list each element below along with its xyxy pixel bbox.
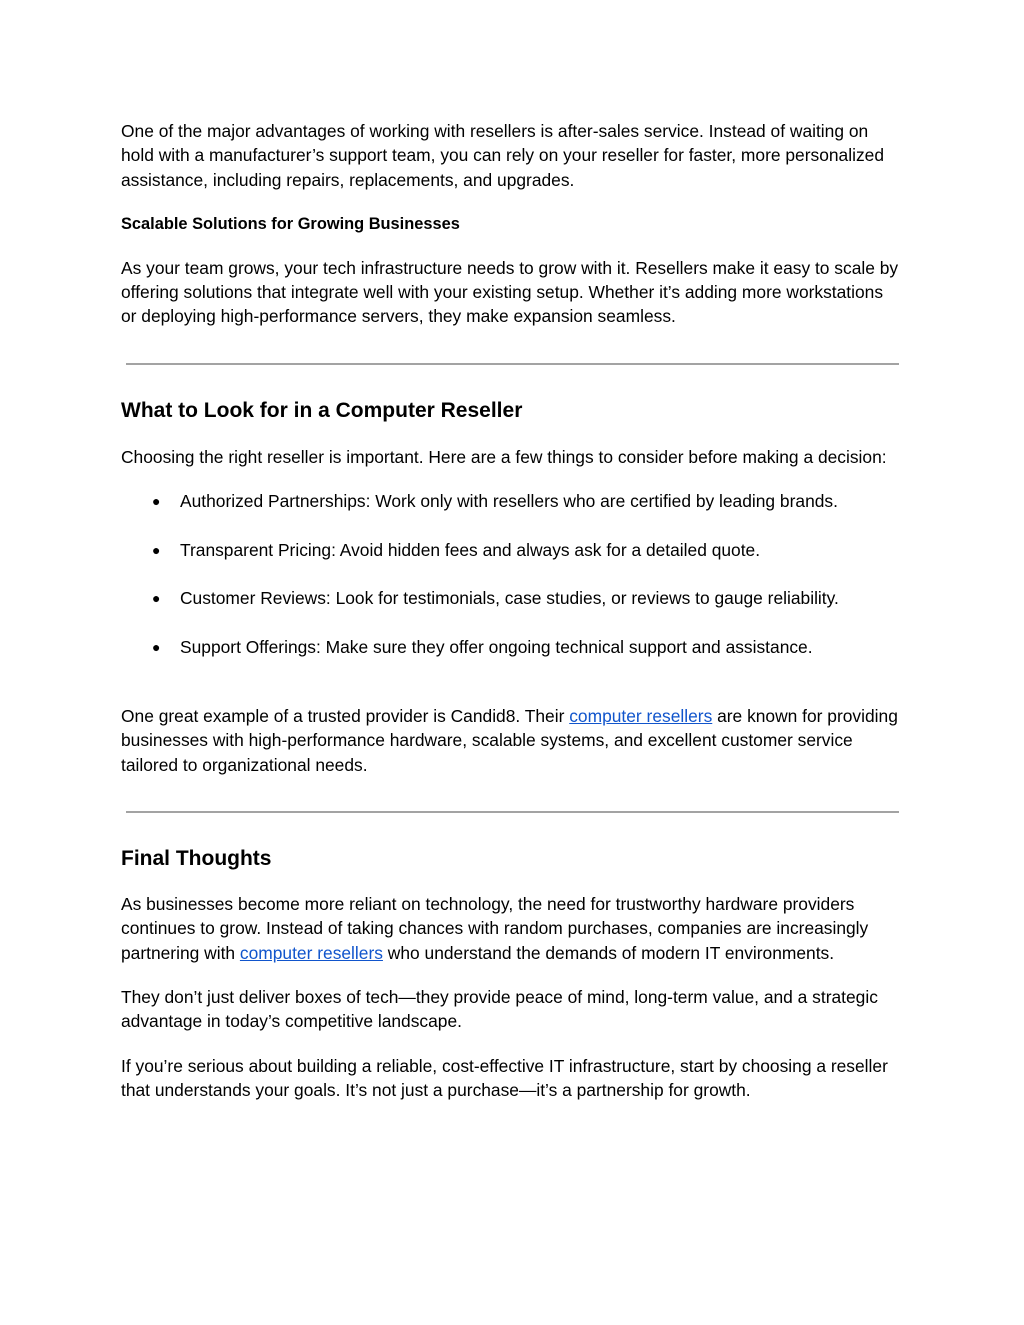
paragraph-final-1 xyxy=(121,892,901,965)
bullet-icon: ● xyxy=(152,493,161,510)
heading-final-thoughts: Final Thoughts xyxy=(121,847,272,871)
paragraph-example-text-before: One great example of a trusted provider is Candid8. Their xyxy=(121,706,570,727)
subheading-scalable-solutions: Scalable Solutions for Growing Businesses xyxy=(121,214,460,233)
horizontal-rule xyxy=(126,811,899,813)
paragraph-choosing: Choosing the right reseller is important. Here are a few things to consider before making a decision: xyxy=(121,446,887,467)
document-body xyxy=(121,119,901,1102)
horizontal-rule xyxy=(126,363,899,365)
list-item-text: Support Offerings: Make sure they offer ongoing technical support and assistance. xyxy=(180,636,813,657)
bullet-icon: ● xyxy=(152,638,161,655)
paragraph-final-2: They don’t just deliver boxes of tech—they provide peace of mind, long-term value, and a strategic advantage in today’s competitive landscape. xyxy=(121,986,878,1032)
bullet-icon: ● xyxy=(152,590,161,607)
list-item-text: Customer Reviews: Look for testimonials, case studies, or reviews to gauge reliability. xyxy=(180,588,839,609)
heading-what-to-look-for: What to Look for in a Computer Reseller xyxy=(121,398,523,422)
list-item xyxy=(121,538,901,562)
paragraph-final-1-text-before: As businesses become more reliant on technology, the need for trustworthy hardware providers continues to grow. Instead of taking chances with random purchases, companies are increasingly partnering with xyxy=(121,894,869,963)
list-item xyxy=(121,489,901,513)
list-item xyxy=(121,586,901,610)
bullet-icon: ● xyxy=(152,541,161,558)
paragraph-scalable: As your team grows, your tech infrastructure needs to grow with it. Resellers make it easy to scale by offering solutions that integrate well with your existing setup. Whether it’s adding more workstations or deploying high-performance servers, they make expansion seamless. xyxy=(121,257,899,327)
paragraph-example-text-after: are known for providing businesses with high-performance hardware, scalable systems, and excellent customer service tailored to organizational needs. xyxy=(121,706,898,775)
paragraph-final-3: If you’re serious about building a reliable, cost-effective IT infrastructure, start by choosing a reseller that understands your goals. It’s not just a purchase—it’s a partnership for growth. xyxy=(121,1055,888,1100)
list-item-text: Authorized Partnerships: Work only with resellers who are certified by leading brands. xyxy=(180,491,838,512)
computer-resellers-link[interactable]: computer resellers xyxy=(569,706,713,727)
list-item xyxy=(121,635,901,659)
paragraph-after-sales: One of the major advantages of working with resellers is after-sales service. Instead of waiting on hold with a manufacturer’s support team, you can rely on your reseller for faster, more personalized assistance, including repairs, replacements, and upgrades. xyxy=(121,121,884,190)
criteria-list xyxy=(121,489,901,659)
computer-resellers-link[interactable]: computer resellers xyxy=(239,942,383,963)
paragraph-final-1-text-after: who understand the demands of modern IT environments. xyxy=(382,942,835,963)
paragraph-example xyxy=(121,704,901,777)
list-item-text: Transparent Pricing: Avoid hidden fees and always ask for a detailed quote. xyxy=(180,539,761,560)
